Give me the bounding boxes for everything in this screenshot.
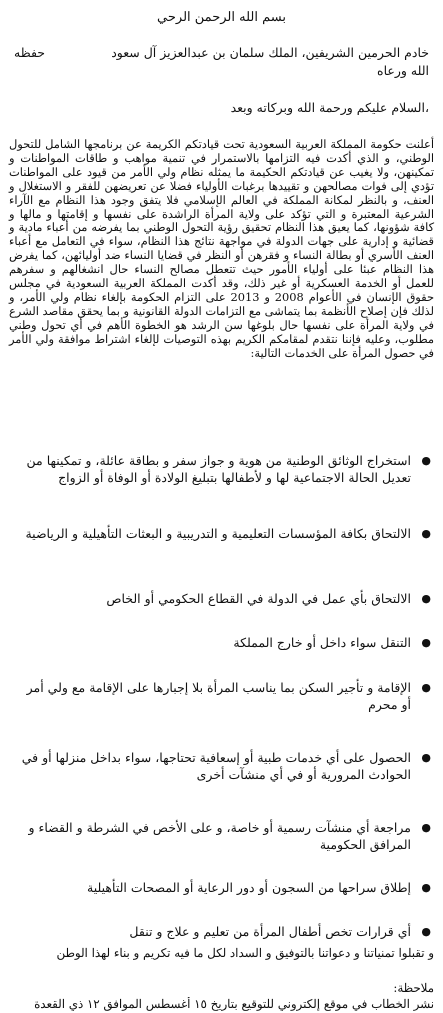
service-item-text: الالتحاق بكافة المؤسسات التعليمية و التدريبية و البعثات التأهيلية و الرياضية [25,526,411,541]
service-item [21,590,433,610]
greeting: ،السلام عليكم ورحمة الله وبركاته وبعد [230,100,429,115]
service-item [21,923,433,943]
service-item-text: إطلاق سراحها من السجون أو دور الرعاية أو المصحات التأهيلية [87,880,411,895]
service-item [21,634,433,654]
bullet-icon: ● [421,881,431,894]
bullet-icon: ● [421,636,431,649]
basmala: بسم الله الرحمن الرحي [157,10,286,25]
service-item-text: التنقل سواء داخل أو خارج المملكة [233,635,411,650]
service-item-text: الإقامة و تأجير السكن بما يناسب المرأة بلا إجبارها على الإقامة مع ولي أمر أو محرم [26,680,411,712]
service-item [21,679,433,719]
service-item [21,452,433,510]
service-item-text: استخراج الوثائق الوطنية من هوية و جواز سفر و بطاقة عائلة، و تمكينها من تعديل الحالة الاجتماعية لها و لأطفالها بتبليغ الولادة أو الوفاة أو الزواج [26,453,411,485]
closing-line: و تقبلوا تمنياتنا و دعواتنا بالتوفيق و السداد لكل ما فيه تكريم و بناء لهذا الوطن [56,946,434,960]
service-item [21,749,433,789]
service-item [21,525,433,565]
letter-body: أعلنت حكومة المملكة العربية السعودية تحت قيادتكم الكريمة عن برنامجها الشامل للتحول الوطني، و الذي أكدت فيه التزامها بالاستمرار في تنمية مواهب و طاقات المواطنات و تمكينهن، ولا يغيب عن قيادتكم الحكيمة ما يمثله نظام ولي الأمر من قيود على المواطنات تؤدي إلى فوات مصالحهن و تقييدها برغبات الأولياء فضلا عن تعريضهن للفقر و الاستغلال و العنف، و بالنظر لمكانة المملكة في العالم الإسلامي فلا يتفق وجود هذا النظام مع الآراء الشرعية المعتبرة و التي تؤكد على ولاية المرأة الراشدة على نفسها و إقامتها و مالها و كافة شؤونها، كما يعيق هذا النظام تحقيق رؤية التحول الوطني بما يفرضه من أعباء مادية و قضائية و إدارية على جهات الدولة في مواجهة نتائج هذا النظام، سواء في التعامل مع أعباء العنف الأسري أو بطالة النساء و فقرهن أو النظر في قضايا النساء ضد أوليائهن، كما يفرض هذا النظام عبئا على أولياء الأمور حيث تتعطل مصالح النساء حال انشغالهم و سفرهم للعمل أو الخدمة العسكرية أو غير ذلك، وقد أكدت المملكة العربية السعودية في مجلس حقوق الإنسان في الأعوام 2008 و 2013 على التزام الحكومة بإلغاء نظام ولي الأمر، و لذلك فإن إصلاح الأنظمة بما يتماشى مع التزامات الدولة القانونية و بما يحقق مقاصد الشرع في ولاية المرأة على نفسها حال بلوغها سن الرشد هو الخطوة الأهم في أي تحول وطني مطلوب، وعليه فإننا نتقدم لمقامكم الكريم بهذه التوصيات لإلغاء اشتراط موافقة ولي الأمر في حصول المرأة على الخدمات التالية: [9,137,434,360]
addressee-name: خادم الحرمين الشريفين، الملك سلمان بن عبدالعزيز آل سعود [111,45,429,60]
note-text: نشر الخطاب في موقع إلكتروني للتوقيع بتاريخ ١٥ أغسطس الموافق ١٢ ذي القعدة [34,997,434,1011]
service-item-text: مراجعة أي منشآت رسمية أو خاصة، و على الأخص في الشرطة و القضاء و المرافق الحكومية [28,820,411,852]
service-item-text: الالتحاق بأي عمل في الدولة في القطاع الحكومي أو الخاص [106,591,411,606]
bullet-icon: ● [421,925,431,938]
service-item-text: أي قرارات تخص أطفال المرأة من تعليم و علاج و تنقل [129,924,411,939]
services-list [21,452,433,943]
addressee-block [14,44,429,80]
bullet-icon: ● [421,454,431,467]
bullet-icon: ● [421,821,431,834]
bullet-icon: ● [421,681,431,694]
bullet-icon: ● [421,592,431,605]
bullet-icon: ● [421,527,431,540]
addressee-continuation: الله ورعاه [377,63,429,78]
service-item [21,819,433,859]
service-item [21,879,433,899]
note-label: ملاحظة: [393,981,434,995]
service-item-text: الحصول على أي خدمات طبية أو إسعافية تحتاجها، سواء بداخل منزلها أو في الحوادث المرورية أو في أي منشآت أخرى [21,750,411,782]
bullet-icon: ● [421,751,431,764]
addressee-honorific: حفظه [14,45,46,60]
